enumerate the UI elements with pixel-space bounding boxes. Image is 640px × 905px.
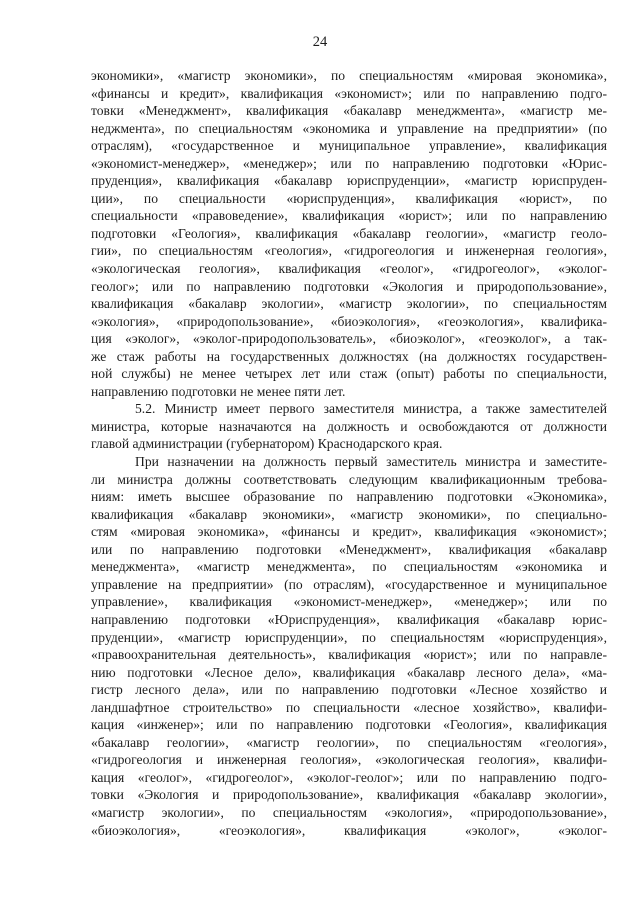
body-text (91, 67, 607, 839)
text-line: стям «мировая экономика», «финансы и кредит», квалификация «экономист»; (91, 524, 607, 540)
paragraph-continuation (91, 67, 607, 400)
text-line: или по направлению подготовки «Менеджмент», квалификация «бакалавр (91, 541, 607, 557)
text-line: отраслям), «государственное и муниципальное управление», квалификация (91, 138, 607, 154)
text-line: квалификация «бакалавр экономики», «магистр экономики», по специально- (91, 506, 607, 522)
text-line: При назначении на должность первый заместитель министра и заместите- (135, 454, 607, 470)
text-line: геолог»; или по направлению подготовки «Экология и природопользование», (91, 278, 607, 294)
text-line: «магистр экологии», по специальностям «экология», «природопользование», (91, 804, 607, 820)
text-line: направлению подготовки «Юриспруденция», квалификация «бакалавр юрис- (91, 611, 607, 627)
text-line: гистр лесного дела», или по направлению подготовки «Лесное хозяйство и (91, 682, 607, 698)
text-line: главой администрации (губернатором) Краснодарского края. (91, 436, 443, 452)
text-line: управление на предприятии» (по отраслям), «государственное и муниципальное (91, 576, 607, 592)
text-line: же стаж работы на государственных должностях (на должностях государствен- (91, 348, 607, 364)
text-line: «экономист-менеджер», «менеджер»; или по направлению подготовки «Юрис- (91, 155, 607, 171)
text-line: министра, которые назначаются на должность и освобождаются от должности (91, 418, 607, 434)
text-line: 5.2. Министр имеет первого заместителя министра, а также заместителей (135, 401, 607, 417)
text-line: квалификация «бакалавр экологии», «магистр экологии», по специальностям (91, 296, 607, 312)
text-line: товки «Менеджмент», квалификация «бакалавр менеджмента», «магистр ме- (91, 103, 607, 119)
text-line: гии», по специальностям «геология», «гидрогеология и инженерная геология», (91, 243, 607, 259)
text-line: пруденция», квалификация «бакалавр юриспруденции», «магистр юриспруден- (91, 173, 607, 189)
text-line: «экологическая геология», квалификация «геолог», «гидрогеолог», «эколог- (91, 261, 607, 277)
text-line: пруденции», «магистр юриспруденции», по специальностям «юриспруденция», (91, 629, 607, 645)
paragraph-section-5-2 (91, 400, 607, 453)
text-line: «гидрогеология и инженерная геология», «экологическая геология», квалифи- (91, 752, 607, 768)
text-line: управление», квалификация «экономист-менеджер», «менеджер»; или по (91, 594, 607, 610)
paragraph-appointment-requirements (91, 453, 607, 839)
text-line: «бакалавр геологии», «магистр геологии», по специальностям «геология», (91, 734, 607, 750)
page-number: 24 (312, 34, 328, 50)
text-line: подготовки «Геология», квалификация «бакалавр геологии», «магистр геоло- (91, 225, 607, 241)
text-line: ной службы) не менее четырех лет или стаж (опыт) работы по специальности, (91, 366, 607, 382)
text-line: неджмента», по специальностям «экономика и управление на предприятии» (по (91, 120, 607, 136)
text-line: менеджмента», «магистр менеджмента», по специальностям «экономика и (91, 559, 607, 575)
text-line: специальности «правоведение», квалификация «юрист»; или по направлению (91, 208, 607, 224)
text-line: ниям: иметь высшее образование по направлению подготовки «Экономика», (91, 489, 607, 505)
text-line: нию подготовки «Лесное дело», квалификация «бакалавр лесного дела», «ма- (91, 664, 607, 680)
text-line: ции», по специальности «юриспруденция», квалификация «юрист», по (91, 190, 607, 206)
text-line: экономики», «магистр экономики», по специальностям «мировая экономика», (91, 68, 607, 83)
text-line: товки «Экология и природопользование», квалификация «бакалавр экологии», (91, 787, 607, 803)
text-line: кация «геолог», «гидрогеолог», «эколог-геолог»; или по направлению подго- (91, 769, 607, 785)
text-line: «биоэкология», «геоэкология», квалификация «эколог», «эколог- (91, 822, 607, 838)
text-line: ли министра должны соответствовать следующим квалификационным требова- (91, 471, 607, 487)
text-line: направлению подготовки не менее пяти лет. (91, 383, 346, 399)
text-line: «экология», «природопользование», «биоэкология», «геоэкология», квалифика- (91, 313, 607, 329)
text-line: ция «эколог», «эколог-природопользователь», «биоэколог», «геоэколог», а так- (91, 331, 607, 347)
text-line: «финансы и кредит», квалификация «экономист»; или по направлению подго- (91, 85, 607, 101)
text-line: «правоохранительная деятельность», квалификация «юрист»; или по направле- (91, 647, 607, 663)
text-line: кация «инженер»; или по направлению подготовки «Геология», квалификация (91, 717, 607, 733)
text-line: ландшафтное строительство» по специальности «лесное хозяйство», квалифи- (91, 699, 607, 715)
